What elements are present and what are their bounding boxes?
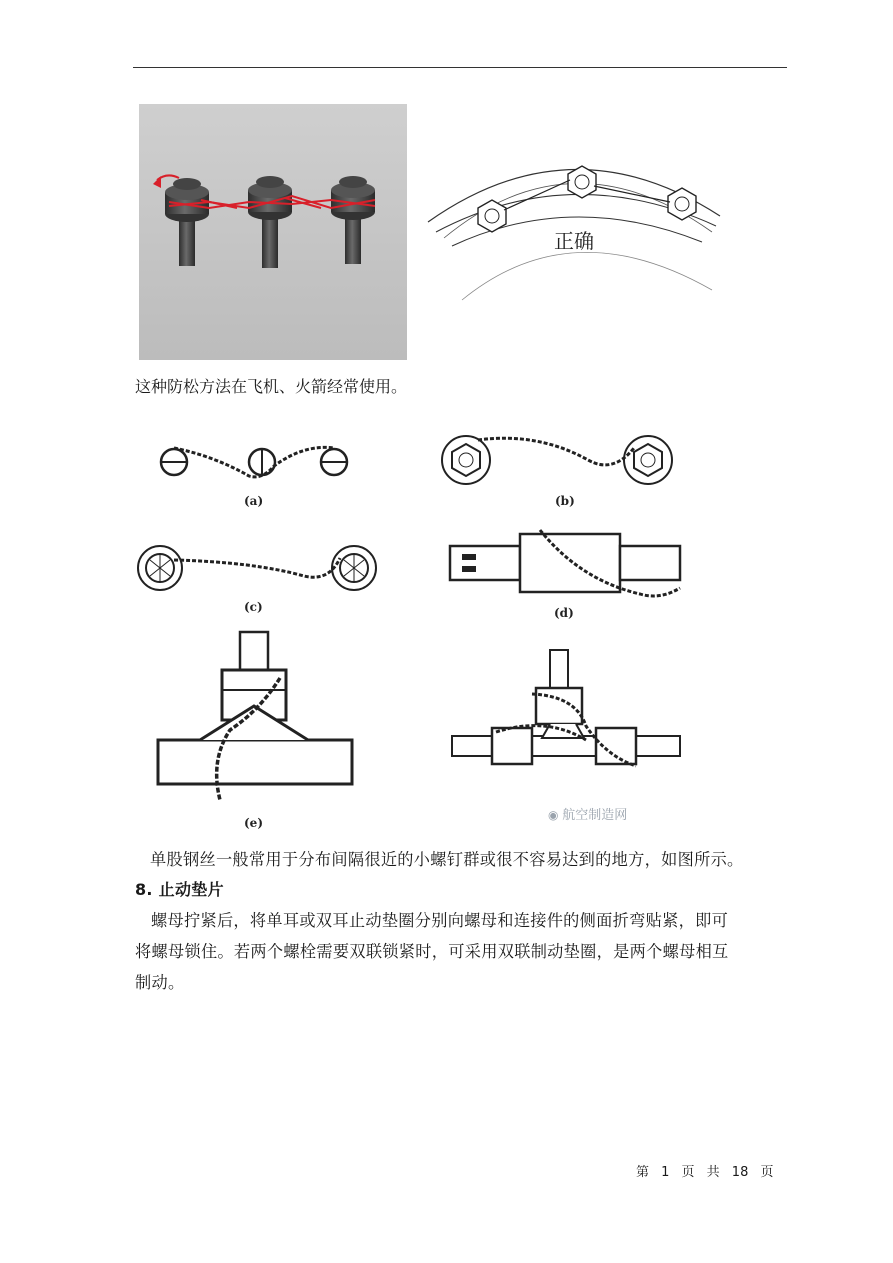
hex-nut-3 — [668, 188, 696, 220]
figure-c-drawing — [134, 540, 384, 600]
paragraph-single-wire: 单股钢丝一般常用于分布间隔很近的小螺钉群或很不容易达到的地方，如图所示。 — [150, 850, 744, 869]
figure-b-drawing — [438, 430, 688, 490]
figure-d-label: (d) — [554, 606, 574, 620]
figure-a-drawing — [154, 436, 354, 486]
correct-label: 正确 — [554, 229, 594, 253]
caption-aircraft-rocket: 这种防松方法在飞机、火箭经常使用。 — [135, 377, 408, 396]
header-rule — [133, 67, 787, 68]
watermark — [548, 804, 627, 823]
figure-e-drawing — [150, 630, 360, 810]
watermark-text: 航空制造网 — [562, 808, 628, 823]
hex-nut-2 — [568, 166, 596, 198]
figure-a-label: (a) — [244, 494, 264, 508]
bolt-safety-wire-photo — [139, 104, 407, 360]
page-number: 第 1 页 共 18 页 — [636, 1165, 774, 1180]
figure-tee-drawing — [446, 646, 686, 786]
wechat-icon: ◉ — [548, 808, 563, 822]
correct-wiring-diagram — [422, 150, 726, 308]
figure-c-label: (c) — [244, 600, 263, 614]
section-8-line-3: 制动。 — [135, 973, 185, 992]
figure-d-drawing — [440, 520, 690, 606]
section-8-line-1: 螺母拧紧后，将单耳或双耳止动垫圈分别向螺母和连接件的侧面折弯贴紧，即可 — [151, 911, 729, 930]
section-8-title: 8. 止动垫片 — [135, 880, 224, 899]
hex-nut-1 — [478, 200, 506, 232]
section-8-line-2: 将螺母锁住。若两个螺栓需要双联锁紧时，可采用双联制动垫圈，是两个螺母相互 — [135, 942, 729, 961]
figure-b-label: (b) — [555, 494, 575, 508]
figure-e-label: (e) — [244, 816, 263, 830]
